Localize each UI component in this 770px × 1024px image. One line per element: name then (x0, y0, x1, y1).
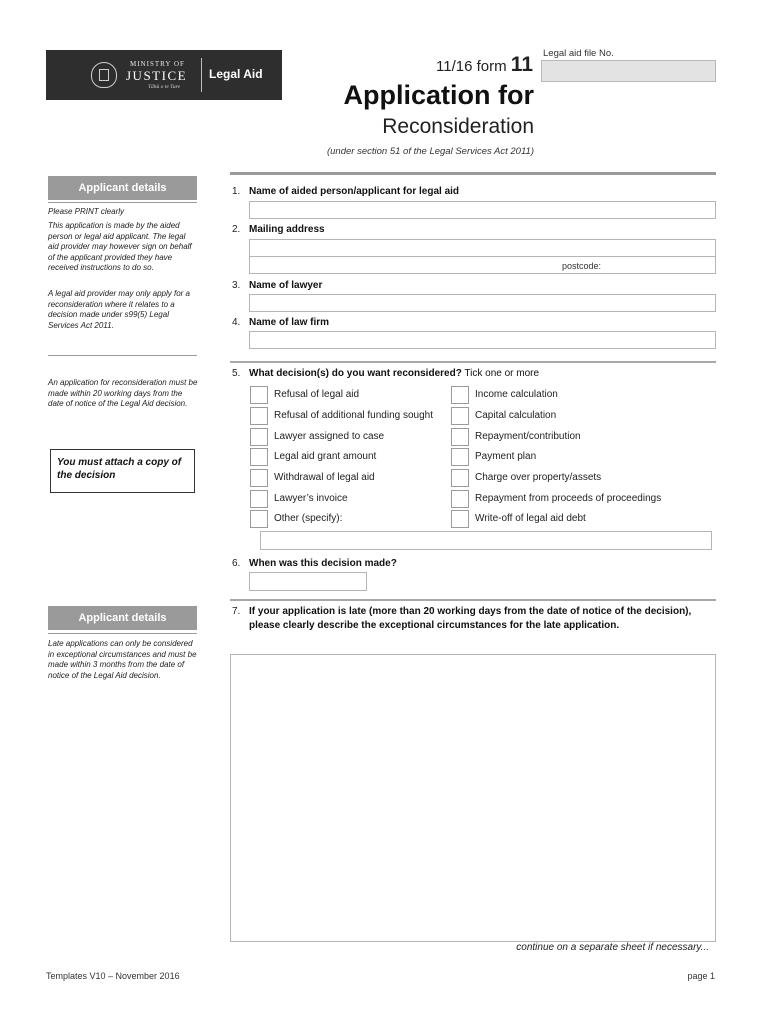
logo-legal-aid: Legal Aid (209, 67, 263, 81)
refusal-of-legal-aid-checkbox[interactable] (250, 386, 268, 404)
made-by-note: This application is made by the aided person or legal aid applicant. The legal aid provider may however sign on behalf of the applicant provided they have received instructions to do so. (48, 221, 192, 273)
checkbox-label: Lawyer’s invoice (274, 493, 348, 504)
repayment-contribution-checkbox[interactable] (451, 428, 469, 446)
mailing-address-line2-field[interactable] (249, 256, 716, 274)
other-specify-checkbox[interactable] (250, 510, 268, 528)
payment-plan-checkbox[interactable] (451, 448, 469, 466)
q4-number: 4. (232, 317, 241, 328)
logo-divider (201, 58, 202, 92)
q1-label: Name of aided person/applicant for legal aid (249, 186, 460, 197)
checkbox-label: Payment plan (475, 451, 537, 462)
q7-label-line2: please clearly describe the exceptional circumstances for the late application. (249, 620, 620, 631)
section-divider (230, 361, 716, 363)
q6-label: When was this decision made? (249, 558, 397, 569)
q5-number: 5. (232, 368, 241, 379)
postcode-label: postcode: (562, 261, 602, 271)
applicant-details-heading: Applicant details (48, 176, 197, 200)
checkbox-label: Refusal of legal aid (274, 389, 360, 400)
law-firm-field[interactable] (249, 331, 716, 349)
q5-label: What decision(s) do you want reconsidered? Tick one or more (249, 368, 540, 379)
q7-number: 7. (232, 606, 241, 617)
late-circumstances-textarea[interactable] (230, 654, 716, 942)
form-number: 11/16 form 11 (436, 53, 533, 76)
lawyer-name-field[interactable] (249, 294, 716, 312)
write-off-debt-checkbox[interactable] (451, 510, 469, 528)
sidebar-divider (48, 633, 197, 634)
checkbox-label: Refusal of additional funding sought (274, 410, 434, 421)
q3-label: Name of lawyer (249, 280, 323, 291)
grant-amount-checkbox[interactable] (250, 448, 268, 466)
decision-date-field[interactable] (249, 572, 367, 591)
print-note: Please PRINT clearly (48, 207, 125, 216)
q6-number: 6. (232, 558, 241, 569)
sidebar-divider (48, 202, 197, 203)
page-number: page 1 (687, 971, 715, 981)
q4-label: Name of law firm (249, 317, 330, 328)
checkbox-label: Repayment from proceeds of proceedings (475, 493, 662, 504)
late-application-note: Late applications can only be considered in exceptional circumstances and must be made within 3 months from the date of notice of the Legal Aid decision. (48, 639, 197, 680)
checkbox-label: Capital calculation (475, 410, 557, 421)
mailing-address-line1-field[interactable] (249, 239, 716, 257)
coat-of-arms-icon (91, 62, 117, 88)
charge-over-property-checkbox[interactable] (451, 469, 469, 487)
checkbox-label: Charge over property/assets (475, 472, 602, 483)
income-calculation-checkbox[interactable] (451, 386, 469, 404)
section-divider (230, 172, 716, 175)
file-number-label: Legal aid file No. (543, 48, 614, 59)
checkbox-label: Repayment/contribution (475, 431, 581, 442)
twenty-days-note: An application for reconsideration must be made within 20 working days from the date of notice of the Legal Aid decision. (48, 378, 198, 409)
capital-calculation-checkbox[interactable] (451, 407, 469, 425)
q2-number: 2. (232, 224, 241, 235)
q7-label-line1: If your application is late (more than 20 working days from the date of notice of the decision), (249, 606, 692, 617)
checkbox-label: Legal aid grant amount (274, 451, 377, 462)
checkbox-label: Withdrawal of legal aid (274, 472, 375, 483)
lawyer-invoice-checkbox[interactable] (250, 490, 268, 508)
checkbox-label: Lawyer assigned to case (274, 431, 385, 442)
template-version: Templates V10 – November 2016 (46, 971, 180, 981)
other-specify-field[interactable] (260, 531, 712, 550)
refusal-additional-funding-checkbox[interactable] (250, 407, 268, 425)
applicant-details-heading-2: Applicant details (48, 606, 197, 630)
checkbox-label: Other (specify): (274, 513, 343, 524)
lawyer-assigned-checkbox[interactable] (250, 428, 268, 446)
page-title: Application for (343, 80, 534, 110)
checkbox-label: Write-off of legal aid debt (475, 513, 586, 524)
logo-justice: JUSTICE (126, 68, 188, 83)
attach-decision-note: You must attach a copy of the decision (50, 449, 195, 493)
logo-tagline: Tāhū o te Ture (148, 84, 181, 90)
q3-number: 3. (232, 280, 241, 291)
applicant-name-field[interactable] (249, 201, 716, 219)
withdrawal-checkbox[interactable] (250, 469, 268, 487)
provider-note: A legal aid provider may only apply for a reconsideration where it relates to a decision made under s99(5) Legal Services Act 2011. (48, 289, 190, 330)
checkbox-label: Income calculation (475, 389, 558, 400)
q1-number: 1. (232, 186, 241, 197)
file-number-field[interactable] (541, 60, 716, 82)
continue-note: continue on a separate sheet if necessary... (516, 942, 709, 953)
logo-ministry-of: MINISTRY OF (130, 60, 185, 68)
repayment-proceeds-checkbox[interactable] (451, 490, 469, 508)
page-title-sub: Reconsideration (382, 115, 534, 138)
q2-label: Mailing address (249, 224, 325, 235)
section-divider (230, 599, 716, 601)
ministry-of-justice-logo (46, 50, 282, 100)
legislation-reference: (under section 51 of the Legal Services Act 2011) (326, 146, 534, 157)
sidebar-divider (48, 355, 197, 356)
